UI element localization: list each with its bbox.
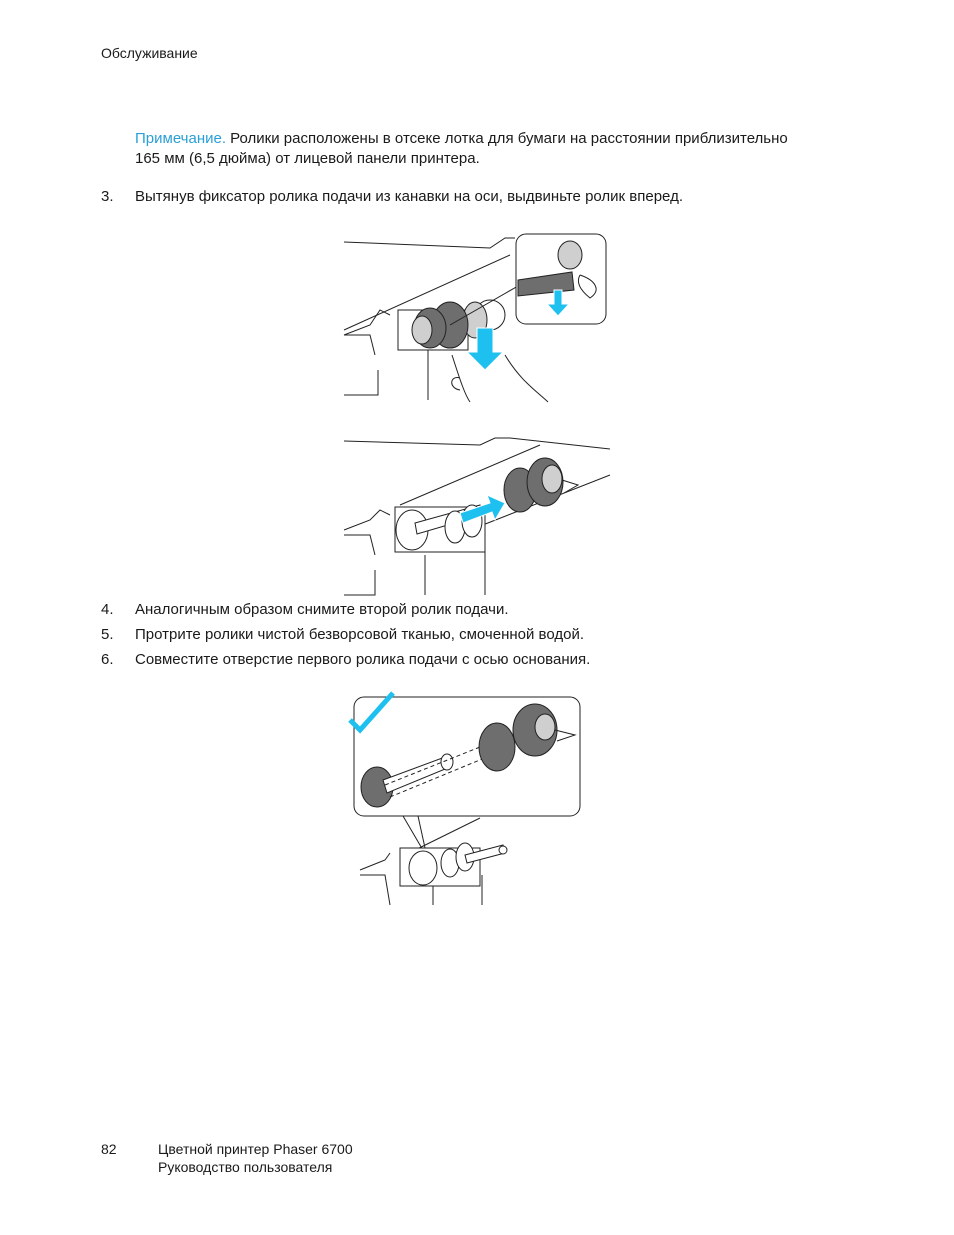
note-line-1 <box>135 129 788 149</box>
footer-title: Цветной принтер Phaser 6700 <box>158 1141 353 1157</box>
step-text: Аналогичным образом снимите второй ролик подачи. <box>135 601 509 618</box>
illustration-align-roller <box>345 685 590 910</box>
step-number: 3. <box>101 188 114 205</box>
note-line-2: 165 мм (6,5 дюйма) от лицевой панели принтера. <box>135 150 480 167</box>
step-number: 5. <box>101 626 114 643</box>
illustration-slide-roller <box>340 435 615 600</box>
note-label: Примечание. <box>135 130 226 147</box>
step-text: Вытянув фиксатор ролика подачи из канавки на оси, выдвиньте ролик вперед. <box>135 188 683 205</box>
running-header: Обслуживание <box>101 45 198 61</box>
step-text: Протрите ролики чистой безворсовой тканью, смоченной водой. <box>135 626 584 643</box>
illustration-remove-roller <box>340 230 615 405</box>
step-text: Совместите отверстие первого ролика подачи с осью основания. <box>135 651 591 668</box>
page-number: 82 <box>101 1141 117 1157</box>
note-text: Ролики расположены в отсеке лотка для бумаги на расстоянии приблизительно <box>230 130 788 147</box>
footer-subtitle: Руководство пользователя <box>158 1159 333 1175</box>
step-number: 4. <box>101 601 114 618</box>
step-number: 6. <box>101 651 114 668</box>
